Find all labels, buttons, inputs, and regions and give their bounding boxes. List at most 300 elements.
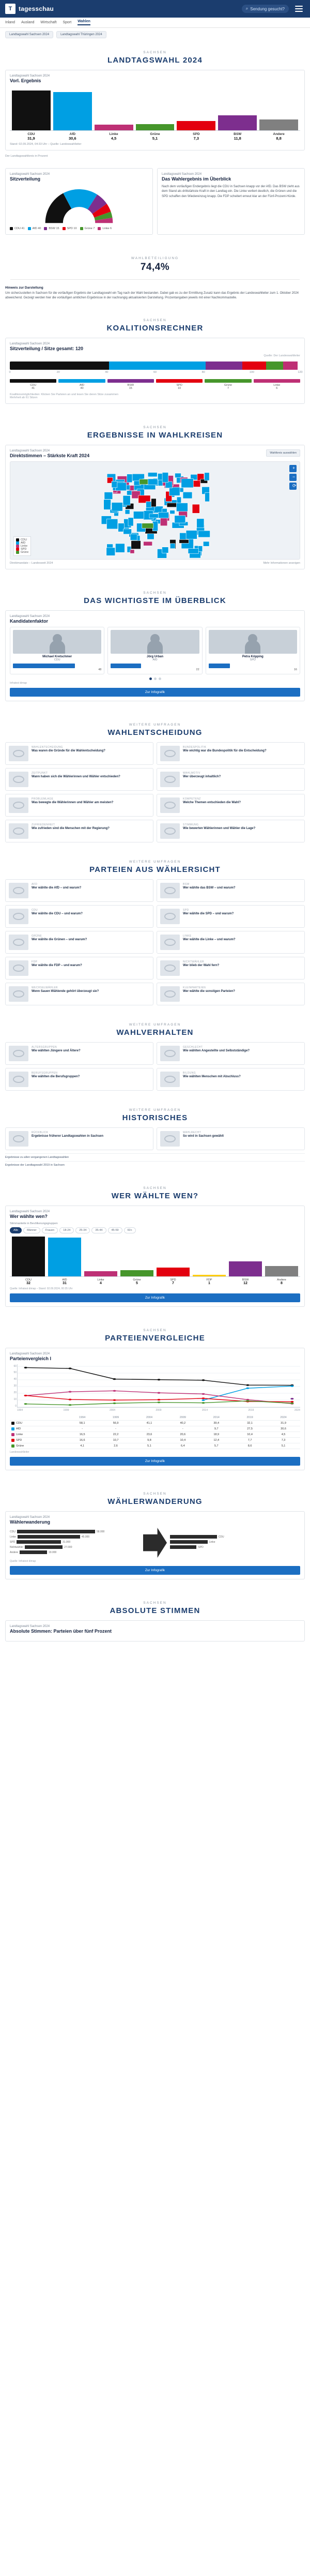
- tile-thumbnail-icon: [9, 772, 28, 787]
- whovoted-bar-labels: [10, 1277, 300, 1285]
- migration-flow-bar: [18, 1535, 80, 1539]
- search-placeholder: Sendung gesucht?: [250, 6, 285, 11]
- map-district[interactable]: [175, 515, 185, 522]
- coalition-seat-bar[interactable]: [10, 361, 300, 370]
- map-eyebrow: Landtagswahl Sachsen 2024: [10, 449, 50, 453]
- whovoted-sub: Stimmanteile in Bevölkerungsgruppen: [10, 1222, 58, 1225]
- tile-thumbnail-icon: [160, 1046, 180, 1061]
- whovoted-chip-18-24[interactable]: 18-24: [59, 1227, 74, 1233]
- whovoted-card: [5, 1206, 305, 1307]
- tile-kicker: NICHTWÄHLER: [183, 960, 205, 963]
- coalition-segment-spd[interactable]: [242, 361, 267, 370]
- comparison-card: [5, 1348, 305, 1471]
- behavior-tile[interactable]: [157, 1068, 305, 1091]
- migration-flow-bar: [25, 1545, 63, 1549]
- whovoted-chip-45-59[interactable]: 45-59: [108, 1227, 122, 1233]
- parties-tile[interactable]: [5, 983, 153, 1005]
- comparison-ytick: 60: [13, 1364, 17, 1368]
- menu-icon[interactable]: [293, 4, 305, 14]
- coalition-card-title: Sitzverteilung / Sitze gesamt: 120: [10, 345, 84, 351]
- comparison-cta-button[interactable]: Zur Infografik: [10, 1457, 300, 1466]
- migration-flow-label: CDU: [10, 1530, 16, 1533]
- migration-flow-bar: [170, 1540, 208, 1544]
- decision-tile[interactable]: [5, 742, 153, 765]
- map-district[interactable]: [192, 504, 199, 513]
- map-zoom-controls[interactable]: [289, 465, 297, 490]
- map-foot-right[interactable]: Mehr Informationen anzeigen: [263, 561, 300, 565]
- coalition-segment-cdu[interactable]: [10, 361, 109, 370]
- map-district[interactable]: [188, 548, 198, 553]
- coalition-party-spd[interactable]: SPD 10: [156, 379, 203, 390]
- comparison-cell: 12,4: [199, 1438, 233, 1443]
- tile-title: Wer wählte die CDU – und warum?: [32, 912, 83, 915]
- map-district[interactable]: [160, 518, 167, 525]
- migration-flow-value: 27.000: [64, 1545, 72, 1549]
- comparison-point: [202, 1399, 205, 1400]
- map-reset-button[interactable]: ⟳: [289, 483, 297, 490]
- tile-kicker: RÜCKBLICK: [32, 1131, 49, 1134]
- behavior-title: WAHLVERHALTEN: [116, 1028, 194, 1037]
- map-title: ERGEBNISSE IN WAHLKREISEN: [87, 430, 223, 440]
- comparison-ytick: 20: [13, 1391, 17, 1394]
- map-district[interactable]: [123, 495, 130, 505]
- decision-tile[interactable]: [5, 820, 153, 842]
- history-tile[interactable]: [157, 1127, 305, 1150]
- coalition-party-bsw[interactable]: BSW 15: [107, 379, 154, 390]
- candidate-value: 48: [98, 668, 102, 671]
- overview-cta-button[interactable]: Zur Infografik: [10, 688, 300, 697]
- coalition-tick-20: 20: [56, 370, 60, 374]
- map-district[interactable]: [198, 531, 210, 537]
- migration-cta-button[interactable]: Zur Infografik: [10, 1566, 300, 1575]
- map-district[interactable]: [175, 473, 181, 478]
- comparison-row-label: Linke: [10, 1432, 66, 1438]
- migration-flow: [10, 1535, 140, 1539]
- tile-thumbnail-icon: [9, 1072, 28, 1087]
- tile-title: Wer wählte das BSW – und warum?: [183, 886, 236, 890]
- tile-kicker: BUNDESPOLITIK: [183, 745, 207, 749]
- history-link-1[interactable]: Ergebnisse zu allen vergangenen Landtagswahlen: [5, 1153, 305, 1161]
- comparison-cell: 16,6: [66, 1438, 99, 1443]
- map-district[interactable]: [125, 509, 130, 514]
- comparison-point: [113, 1378, 116, 1380]
- section-behavior: [0, 1013, 310, 1098]
- coalition-party-afd[interactable]: AfD 40: [58, 379, 105, 390]
- comparison-ytick: 0: [15, 1404, 17, 1408]
- map-district[interactable]: [112, 502, 122, 511]
- comparison-cell: 7,7: [233, 1438, 267, 1443]
- map-card: [5, 445, 305, 569]
- tile-title: Welche Themen entschieden die Wahl?: [183, 801, 241, 804]
- result-bar-cdu: [12, 86, 51, 130]
- map-district[interactable]: [197, 518, 204, 528]
- comparison-cell: 22,2: [99, 1432, 133, 1438]
- result-label-andere: Andere 8,8: [273, 132, 285, 141]
- comparison-point: [24, 1394, 27, 1396]
- tile-thumbnail-icon: [160, 797, 180, 813]
- coalition-segment-bsw[interactable]: [206, 361, 242, 370]
- result-label-linke: Linke 4,5: [109, 132, 118, 141]
- map-district[interactable]: [162, 472, 168, 482]
- nav-ausland[interactable]: Ausland: [21, 21, 35, 24]
- candidate-value: 16: [293, 668, 297, 671]
- whovoted-filter-chips[interactable]: [10, 1227, 300, 1233]
- avatar: [111, 630, 199, 654]
- seat-legend-linke: Linke 6: [98, 227, 112, 230]
- map-district[interactable]: [148, 472, 157, 476]
- comparison-point: [290, 1398, 293, 1399]
- map-legend: [13, 536, 31, 556]
- map-district[interactable]: [149, 514, 159, 518]
- whovoted-chip-frauen[interactable]: Frauen: [42, 1227, 58, 1233]
- tile-thumbnail-icon: [160, 883, 180, 898]
- comparison-col-2014: 2014: [199, 1415, 233, 1421]
- comparison-col-1994: 1994: [66, 1415, 99, 1421]
- decision-tile[interactable]: [157, 768, 305, 791]
- result-card: [5, 70, 305, 150]
- comparison-y-axis: [10, 1364, 18, 1407]
- comparison-xtick: 2009: [156, 1408, 162, 1412]
- whovoted-chip-alle[interactable]: Alle: [10, 1227, 22, 1233]
- comparison-cell: 39,4: [199, 1420, 233, 1426]
- overview-card-title: Kandidatenfaktor: [10, 618, 49, 624]
- comparison-point: [68, 1367, 71, 1369]
- tile-kicker: BERUFSGRUPPEN: [32, 1071, 58, 1075]
- whovoted-label-spd: SPD 7: [170, 1278, 176, 1285]
- map-district[interactable]: [104, 499, 111, 509]
- map-district[interactable]: [140, 479, 148, 484]
- explainer-title: Das Wahlergebnis im Überblick: [162, 176, 231, 182]
- table-row: [10, 1443, 300, 1449]
- comparison-point: [202, 1402, 205, 1404]
- tile-title: Wie wählten Jüngere und Ältere?: [32, 1049, 81, 1052]
- comparison-cell: 30,6: [267, 1426, 300, 1432]
- tile-thumbnail-icon: [160, 823, 180, 839]
- table-row: [10, 1426, 300, 1432]
- sub-navigation: [0, 18, 310, 28]
- comparison-point: [68, 1398, 71, 1400]
- comparison-row-label: SPD: [10, 1438, 66, 1443]
- overview-source: Infratest dimap: [10, 681, 27, 685]
- behavior-tile[interactable]: [5, 1068, 153, 1091]
- overview-title: DAS WICHTIGSTE IM ÜBERBLICK: [84, 596, 226, 605]
- migration-flow: [170, 1545, 300, 1549]
- migration-card: [5, 1511, 305, 1579]
- tile-thumbnail-icon: [9, 909, 28, 924]
- map-select-button[interactable]: Wahlkreis auswählen: [266, 449, 300, 457]
- map-district[interactable]: [131, 540, 141, 549]
- section-history: [0, 1098, 310, 1176]
- tile-kicker: SPD: [183, 908, 189, 912]
- map-district[interactable]: [169, 487, 180, 495]
- map-district[interactable]: [128, 517, 133, 525]
- map-legend-spd: SPD: [16, 548, 28, 551]
- whovoted-bar-spd: [157, 1237, 190, 1276]
- comparison-cell: 10,7: [99, 1438, 133, 1443]
- parties-tile[interactable]: [5, 879, 153, 902]
- migration-source: Quelle: Infratest dimap: [10, 1560, 36, 1563]
- parties-tile[interactable]: [157, 983, 305, 1005]
- carousel-dots[interactable]: [10, 677, 300, 680]
- search-input[interactable]: [242, 5, 289, 13]
- coalition-segment-grüne[interactable]: [266, 361, 283, 370]
- map-district[interactable]: [151, 499, 157, 507]
- seat-eyebrow: Landtagswahl Sachsen 2024: [10, 173, 50, 176]
- map-district[interactable]: [176, 503, 188, 511]
- coalition-party-linke[interactable]: Linke 6: [254, 379, 300, 390]
- comparison-point: [290, 1401, 293, 1403]
- whovoted-cta-button[interactable]: Zur Infografik: [10, 1293, 300, 1302]
- whovoted-bar-bsw: [229, 1237, 262, 1276]
- comparison-xtick: 2024: [294, 1408, 300, 1412]
- migration-flow-bar: [170, 1545, 196, 1549]
- map-district[interactable]: [127, 474, 132, 482]
- table-row: [10, 1420, 300, 1426]
- section-parties: [0, 850, 310, 1013]
- decision-tile[interactable]: [157, 820, 305, 842]
- comparison-col-2024: 2024: [267, 1415, 300, 1421]
- tile-title: Wie wählten Menschen mit Abschluss?: [183, 1075, 241, 1078]
- map-district[interactable]: [104, 492, 113, 499]
- map-zoom-out-button[interactable]: −: [289, 474, 297, 481]
- result-bar-chart: [10, 86, 300, 131]
- seat-legend-bsw: BSW 15: [44, 227, 59, 230]
- map-district[interactable]: [179, 539, 189, 543]
- behavior-tile[interactable]: [157, 1042, 305, 1065]
- tile-title: Was waren die Gründe für die Wahlentscheidung?: [32, 749, 105, 752]
- comparison-ytick: 10: [13, 1397, 17, 1401]
- comparison-cell: 32,1: [233, 1420, 267, 1426]
- coalition-eyebrow: Landtagswahl Sachsen 2024: [10, 342, 50, 345]
- map-district[interactable]: [133, 511, 144, 519]
- decision-tile[interactable]: [5, 794, 153, 817]
- whovoted-bar-afd: [48, 1237, 81, 1276]
- tile-kicker: ALTERSGRUPPEN: [32, 1045, 57, 1049]
- nav-inland[interactable]: Inland: [5, 21, 16, 24]
- seat-arc-chart: [10, 185, 148, 225]
- map-district[interactable]: [170, 543, 175, 548]
- map-district[interactable]: [146, 501, 151, 507]
- absolute-eyebrow: Landtagswahl Sachsen 2024: [10, 1625, 50, 1629]
- comparison-point: [68, 1391, 71, 1392]
- whovoted-bar-chart: [10, 1237, 300, 1277]
- turnout-body-text: Um sicherzustellen in Sachsen für die vorläufigen Ergebnis der Landtagswahl ein Tag nach der Wahl bestanden. Dabei gab es zu der Ermittlung Zusatz kann das Ergebnis der Landeswahlleiter zum 1. Oktober 2024 abweichend. Gezeigt werden hier die vorläufigen amtlichen Ergebnisse in der nachrangig aktualisierten Darstellung. Prozentangaben jeweils mit einer Nachkommastelle.: [5, 292, 299, 300]
- coalition-segment-linke[interactable]: [283, 361, 298, 370]
- parties-tile[interactable]: [5, 931, 153, 954]
- coalition-footnote-2: Mehrheit ab 61 Sitzen: [10, 396, 38, 399]
- map-canvas[interactable]: [10, 461, 300, 560]
- map-district[interactable]: [115, 544, 125, 552]
- candidate-bar: [111, 664, 141, 668]
- tile-title: Wer blieb der Wahl fern?: [183, 963, 220, 967]
- comparison-cell: 4,5: [267, 1432, 300, 1438]
- comparison-cell: 10,4: [166, 1438, 199, 1443]
- coalition-segment-afd[interactable]: [109, 361, 206, 370]
- map-district[interactable]: [106, 548, 115, 555]
- tile-title: Wer wählte die Linke – und warum?: [183, 938, 236, 941]
- tile-title: Wer überzeugt inhaltlich?: [183, 775, 221, 778]
- migration-flow: [170, 1540, 300, 1544]
- comparison-point: [202, 1379, 205, 1381]
- coalition-tick-0: 0: [9, 370, 11, 374]
- whovoted-chip-60+[interactable]: 60+: [124, 1227, 136, 1233]
- migration-arrow-icon: [143, 1528, 167, 1558]
- comparison-svg: [18, 1364, 300, 1408]
- map-district[interactable]: [142, 523, 153, 528]
- comparison-cell: 7,3: [267, 1438, 300, 1443]
- parties-tile[interactable]: [5, 957, 153, 980]
- comparison-row-label: AfD: [10, 1426, 66, 1432]
- comparison-cell: 31,9: [267, 1420, 300, 1426]
- logo[interactable]: [5, 4, 54, 14]
- turnout-body-heading: Hinweis zur Darstellung: [5, 286, 43, 290]
- map-district[interactable]: [198, 546, 203, 551]
- seat-legend-grüne: Grüne 7: [80, 227, 95, 230]
- migration-title: WÄHLERWANDERUNG: [107, 1497, 203, 1507]
- absolute-card-title: Absolute Stimmen: Parteien über fünf Prozent: [10, 1629, 112, 1634]
- migration-eyebrow: Landtagswahl Sachsen 2024: [10, 1516, 50, 1519]
- absolute-kicker: SACHSEN: [143, 1601, 167, 1605]
- map-district[interactable]: [130, 534, 137, 540]
- map-district[interactable]: [205, 472, 210, 480]
- comparison-xtick: 2019: [248, 1408, 254, 1412]
- map-district[interactable]: [205, 492, 210, 501]
- comparison-point: [157, 1402, 160, 1403]
- breadcrumb-thueringen[interactable]: Landtagswahl Thüringen 2024: [56, 31, 106, 38]
- whovoted-label-andere: Andere 8: [277, 1278, 286, 1285]
- comparison-point: [202, 1397, 205, 1399]
- parties-tile[interactable]: [157, 931, 305, 954]
- tile-thumbnail-icon: [9, 883, 28, 898]
- coalition-party-cdu[interactable]: CDU 41: [10, 379, 56, 390]
- candidate-name: Petra Köpping: [242, 655, 264, 658]
- map-district[interactable]: [130, 549, 134, 553]
- map-legend-afd: AfD: [16, 541, 28, 545]
- breadcrumb-sachsen[interactable]: Landtagswahl Sachsen 2024: [5, 31, 53, 38]
- migration-flow-bar: [17, 1530, 95, 1533]
- turnout-kicker: WAHLBETEILIGUNG: [131, 257, 179, 260]
- map-district[interactable]: [123, 529, 132, 534]
- candidate-card[interactable]: [10, 627, 104, 674]
- result-card-eyebrow: Landtagswahl Sachsen 2024: [10, 74, 50, 78]
- footer-spacer: [0, 1653, 310, 1666]
- tile-title: Ergebnisse früherer Landtagswahlen in Sachsen: [32, 1134, 104, 1138]
- tile-title: Wie wählten die Berufsgruppen?: [32, 1075, 80, 1078]
- tile-title: Wenn Sauen Wählende gehört überzeugt sie?: [32, 989, 99, 993]
- decision-tile[interactable]: [5, 768, 153, 791]
- migration-flow-label: CDU: [218, 1535, 224, 1539]
- section-result: [0, 40, 310, 165]
- whovoted-chip-35-44[interactable]: 35-44: [91, 1227, 106, 1233]
- parties-tile[interactable]: [157, 905, 305, 928]
- migration-kicker: SACHSEN: [143, 1492, 167, 1496]
- comparison-table: [10, 1415, 300, 1450]
- comparison-point: [202, 1393, 205, 1394]
- result-bar-labels: [10, 131, 300, 141]
- whovoted-bar-grüne: [120, 1237, 153, 1276]
- map-zoom-in-button[interactable]: +: [289, 465, 297, 472]
- whovoted-label-cdu: CDU 32: [25, 1278, 32, 1285]
- seat-title: Sitzverteilung: [10, 176, 41, 182]
- coalition-party-grüne[interactable]: Grüne 7: [205, 379, 251, 390]
- comparison-row-label: Grüne: [10, 1443, 66, 1449]
- comparison-point: [290, 1402, 293, 1404]
- comparison-table-head: [10, 1415, 300, 1421]
- candidate-card[interactable]: [107, 627, 202, 674]
- tile-thumbnail-icon: [9, 986, 28, 1002]
- parties-tile[interactable]: [157, 957, 305, 980]
- whovoted-chip-männer[interactable]: Männer: [23, 1227, 40, 1233]
- nav-wahlen[interactable]: Wahlen: [78, 20, 90, 25]
- map-district[interactable]: [158, 512, 168, 518]
- brand-name: tagesschau: [19, 5, 54, 12]
- overview-eyebrow: Landtagswahl Sachsen 2024: [10, 614, 50, 618]
- map-district[interactable]: [162, 547, 168, 553]
- result-kicker: SACHSEN: [143, 51, 167, 54]
- map-district[interactable]: [186, 530, 197, 539]
- coalition-kicker: SACHSEN: [143, 318, 167, 322]
- candidate-card[interactable]: [206, 627, 300, 674]
- comparison-cell: 27,5: [233, 1426, 267, 1432]
- tile-thumbnail-icon: [9, 935, 28, 950]
- whovoted-title: WER WÄHLTE WEN?: [111, 1191, 199, 1200]
- decision-tiles: [5, 742, 305, 842]
- parties-tile[interactable]: [157, 879, 305, 902]
- map-district[interactable]: [112, 481, 117, 487]
- history-link-2[interactable]: Ergebnisse der Landtagswahl 2019 in Sachsen: [5, 1161, 305, 1169]
- section-comparison: [0, 1318, 310, 1482]
- comparison-point: [157, 1392, 160, 1393]
- tile-title: So wird in Sachsen gewählt: [183, 1134, 224, 1138]
- map-district[interactable]: [183, 492, 192, 499]
- map-kicker: SACHSEN: [143, 425, 167, 429]
- history-tile[interactable]: [5, 1127, 153, 1150]
- tile-title: Wann haben sich die Wählerinnen und Wähler entschieden?: [32, 775, 120, 778]
- tile-kicker: ZEITPUNKT: [32, 771, 48, 775]
- map-district[interactable]: [170, 510, 175, 514]
- seat-legend-spd: SPD 10: [63, 227, 77, 230]
- tile-kicker: KOMPETENZ: [183, 797, 201, 801]
- coalition-tick-100: 100: [249, 370, 254, 374]
- coalition-party-buttons[interactable]: [10, 379, 300, 390]
- nav-sport[interactable]: Sport: [63, 21, 72, 24]
- tile-kicker: GESCHLECHT: [183, 1045, 203, 1049]
- map-district[interactable]: [203, 541, 209, 546]
- avatar: [209, 630, 297, 654]
- comparison-col-1999: 1999: [99, 1415, 133, 1421]
- migration-flow-label: Nichtwähler: [10, 1545, 24, 1549]
- map-district[interactable]: [181, 478, 193, 487]
- nav-wirtschaft[interactable]: Wirtschaft: [40, 21, 57, 24]
- candidate-list: [10, 627, 300, 674]
- tile-thumbnail-icon: [160, 986, 180, 1002]
- map-district[interactable]: [106, 519, 117, 529]
- whovoted-chip-25-34[interactable]: 25-34: [75, 1227, 90, 1233]
- map-district[interactable]: [144, 541, 152, 546]
- decision-tile[interactable]: [157, 742, 305, 765]
- parties-tile[interactable]: [5, 905, 153, 928]
- migration-flow-value: 58.000: [97, 1530, 105, 1533]
- section-seats: [0, 165, 310, 246]
- history-kicker: WEITERE UMFRAGEN: [129, 1108, 181, 1112]
- behavior-tile[interactable]: [5, 1042, 153, 1065]
- coalition-hint: Quelle: Der Landeswahlleiter: [264, 354, 300, 357]
- decision-tile[interactable]: [157, 794, 305, 817]
- coalition-tick-120: 120: [298, 370, 303, 374]
- comparison-xtick: 2014: [202, 1408, 208, 1412]
- comparison-cell: 9,8: [133, 1438, 166, 1443]
- section-overview: [0, 581, 310, 713]
